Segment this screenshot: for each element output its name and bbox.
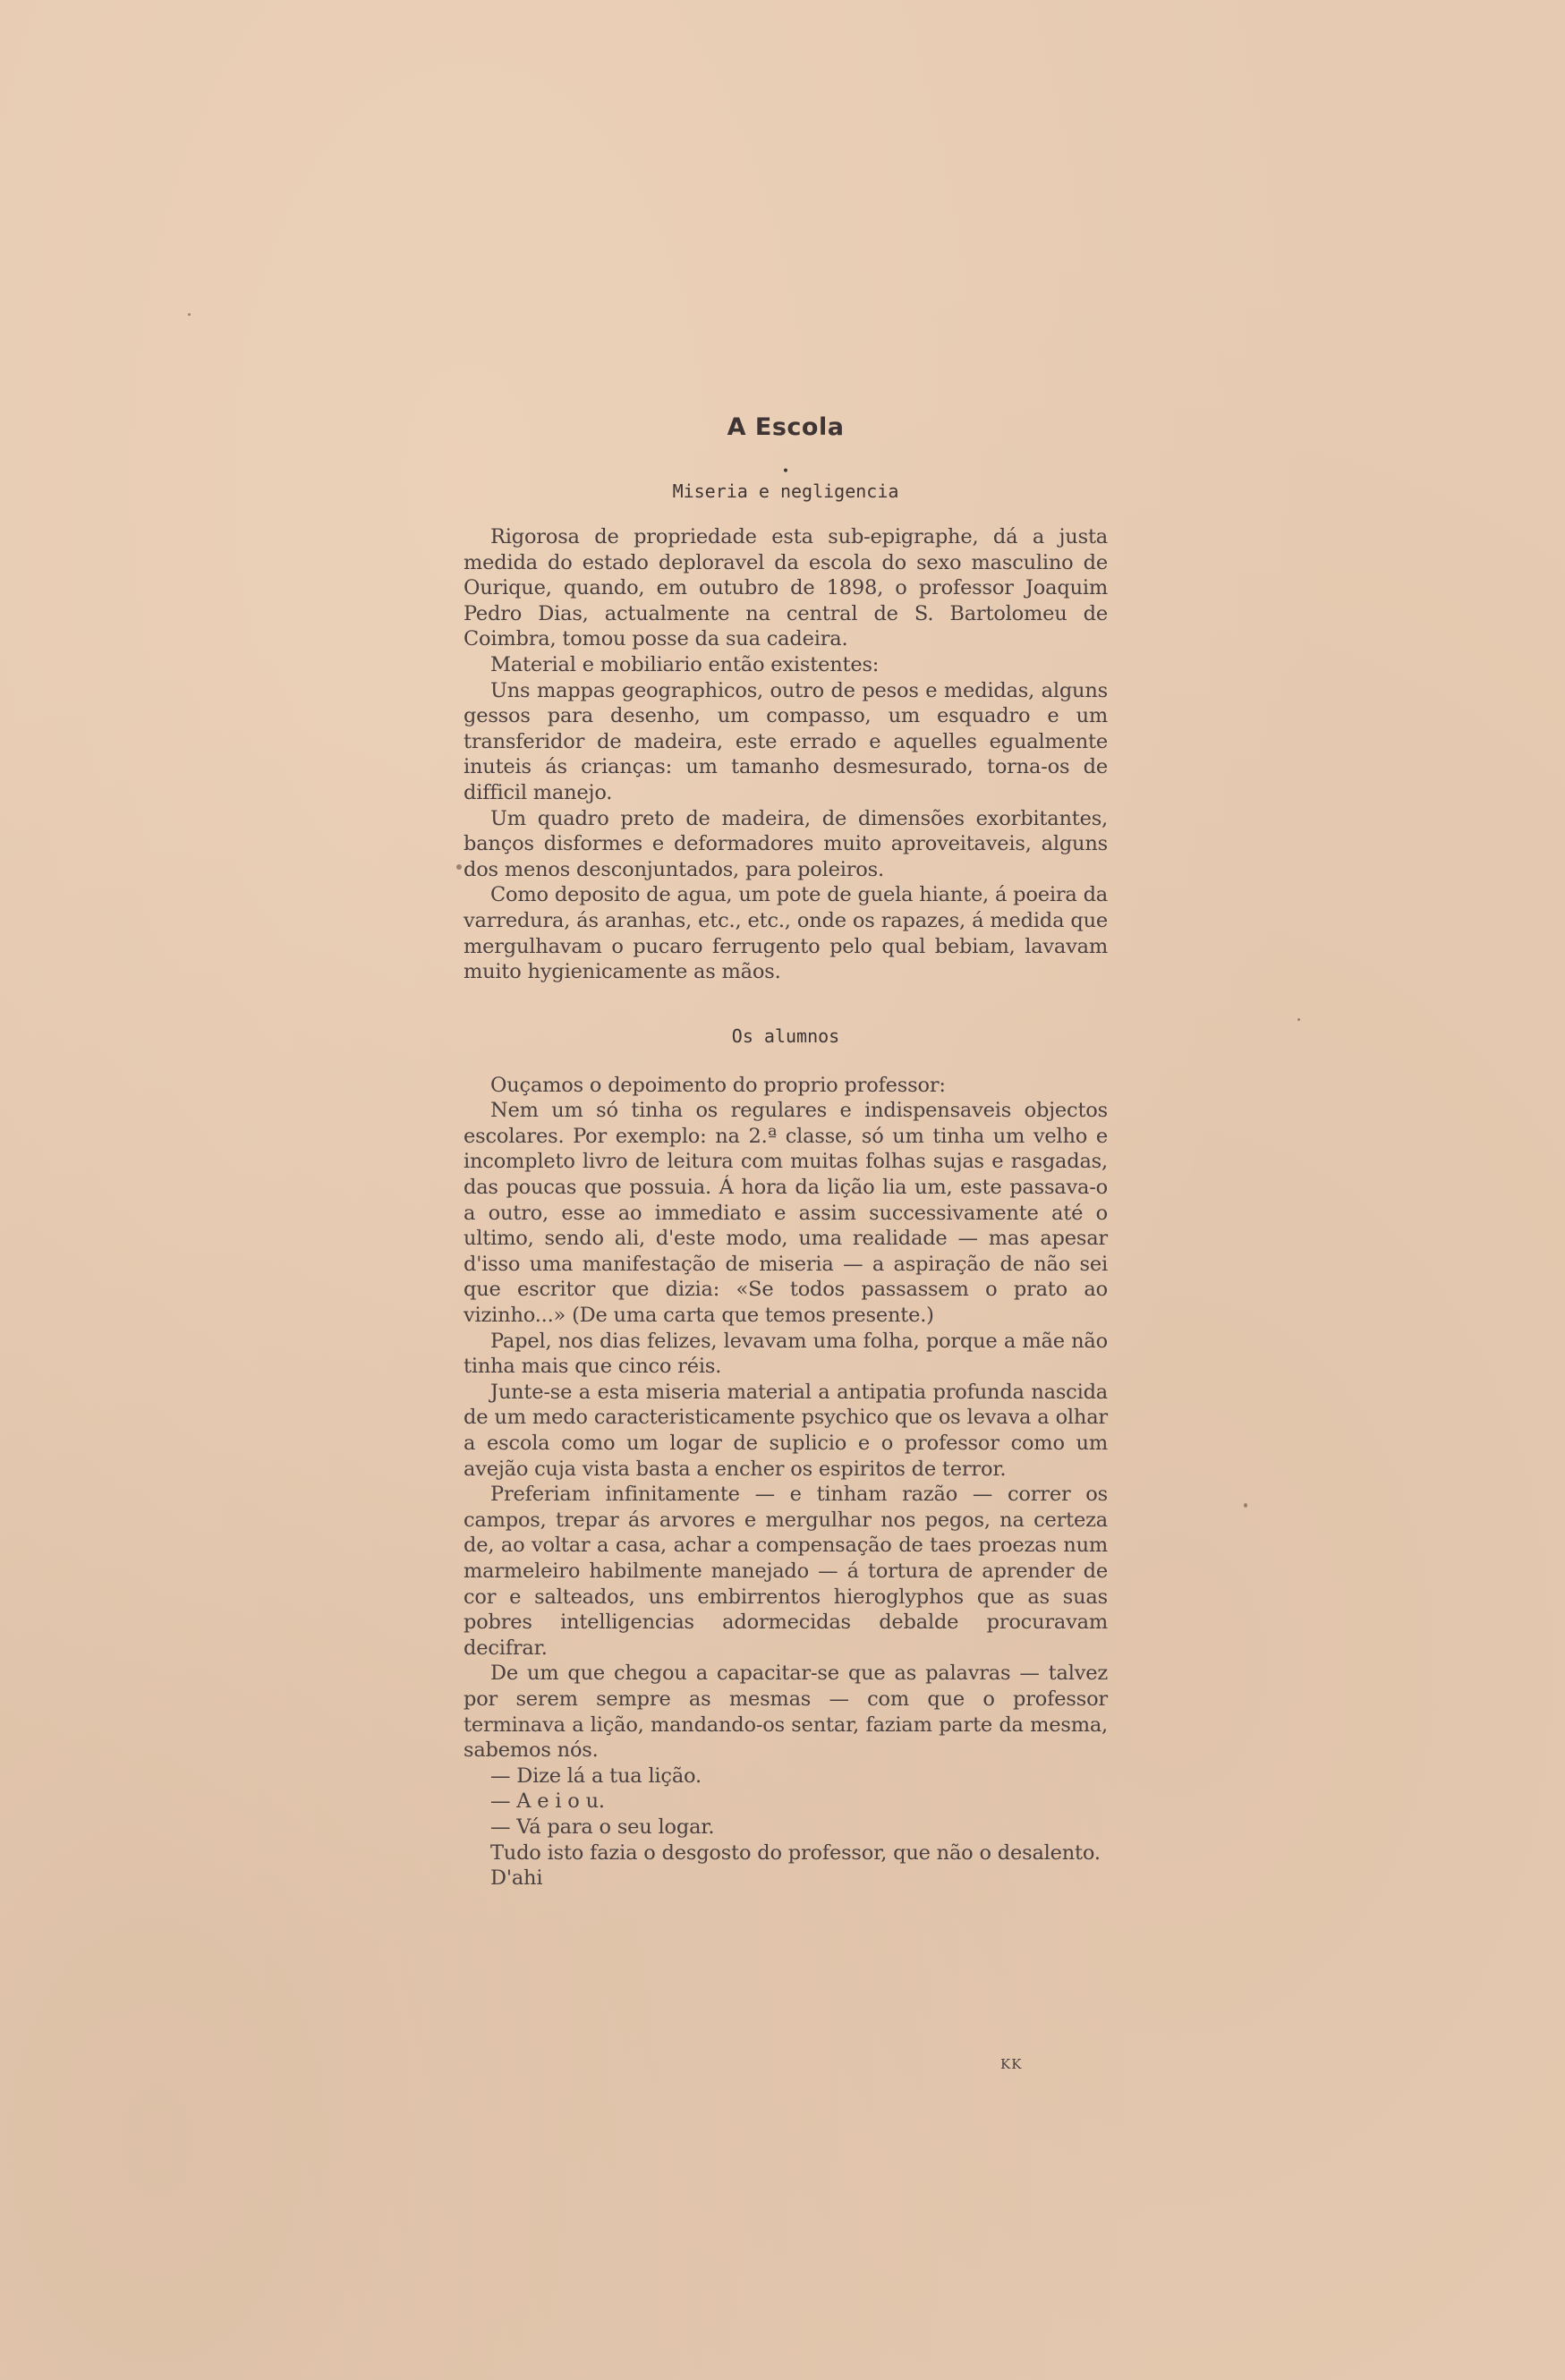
paragraph: Como deposito de agua, um pote de guela hiante, á poeira da varredura, ás aranhas, etc., etc., onde os rapazes, á medida que mergulhavam o pucaro ferrugento pelo qual bebiam, lavavam muito hygienicamente as mãos. bbox=[464, 883, 1108, 984]
section-alumnos-body bbox=[464, 1073, 1108, 1891]
paragraph: Tudo isto fazia o desgosto do professor, que não o desalento. bbox=[490, 1840, 1101, 1865]
paragraph: Rigorosa de propriedade esta sub-epigraphe, dá a justa medida do estado deploravel da escola do sexo masculino de Ourique, quando, em outubro de 1898, o professor Joaquim Pedro Dias, actualmente na central de S. Bartolomeu de Coimbra, tomou posse da sua cadeira. bbox=[464, 525, 1108, 651]
paragraph: Ouçamos o depoimento do proprio professor: bbox=[490, 1073, 946, 1097]
page-title: A Escola bbox=[727, 413, 845, 441]
paragraph: Nem um só tinha os regulares e indispensaveis objectos escolares. Por exemplo: na 2.ª classe, só um tinha um velho e incompleto livro de leitura com muitas folhas sujas e rasgadas, das poucas que possuia. Á hora da lição lia um, este passava-o a outro, esse ao immediato e assim successivamente até o ultimo, sendo ali, d'este modo, uma realidade — mas apesar d'isso uma manifestação de miseria — a aspiração de não sei que escritor que dizia: «Se todos passassem o prato ao vizinho...» (De uma carta que temos presente.) bbox=[464, 1099, 1108, 1328]
paragraph: Material e mobiliario então existentes: bbox=[490, 652, 880, 676]
paragraph: Preferiam infinitamente — e tinham razão — correr os campos, trepar ás arvores e mergulhar nos pegos, na certeza de, ao voltar a casa, achar a compensação de taes proezas num marmeleiro habilmente manejado — á tortura de aprender de cor e salteados, uns embirrentos hieroglyphos que as suas pobres intelligencias adormecidas debalde procuravam decifrar. bbox=[464, 1483, 1108, 1660]
article-column bbox=[464, 410, 1108, 1891]
paragraph: Um quadro preto de madeira, de dimensões exorbitantes, banços disformes e deformadores muito aproveitaveis, alguns dos menos desconjuntados, para poleiros. bbox=[464, 806, 1108, 881]
paragraph: Junte-se a esta miseria material a antipatia profunda nascida de um medo caracteristicamente psychico que os levava a olhar a escola como um logar de suplicio e o professor como um avejão cuja vista basta a encher os espiritos de terror. bbox=[464, 1380, 1108, 1481]
dialogue-line: — A e i o u. bbox=[490, 1789, 605, 1814]
dialogue-line: — Vá para o seu logar. bbox=[490, 1815, 715, 1839]
paragraph: De um que chegou a capacitar-se que as palavras — talvez por serem sempre as mesmas — com que o professor terminava a lição, mandando-os sentar, faziam parte da mesma, sabemos nós. bbox=[464, 1662, 1108, 1763]
section-heading-miseria: Miseria e negligencia bbox=[672, 480, 899, 502]
paragraph: Uns mappas geographicos, outro de pesos e medidas, alguns gessos para desenho, um compasso, um esquadro e um transferidor de madeira, este errado e aquelles egualmente inuteis ás crianças: um tamanho desmesurado, torna-os de difficil manejo. bbox=[464, 678, 1108, 804]
signature: KK bbox=[1000, 2056, 1023, 2072]
paper-speck bbox=[456, 864, 462, 870]
paragraph: Papel, nos dias felizes, levavam uma folha, porque a mãe não tinha mais que cinco réis. bbox=[464, 1329, 1108, 1379]
ornament-bullet: • bbox=[781, 464, 790, 479]
section-heading-alumnos: Os alumnos bbox=[731, 1024, 840, 1047]
paragraph: D'ahi bbox=[490, 1866, 543, 1891]
paper-speck bbox=[188, 313, 191, 316]
paper-speck bbox=[1297, 1018, 1300, 1021]
section-miseria-body bbox=[464, 524, 1108, 985]
paper-speck bbox=[1244, 1503, 1247, 1508]
dialogue-line: — Dize lá a tua lição. bbox=[490, 1764, 702, 1788]
